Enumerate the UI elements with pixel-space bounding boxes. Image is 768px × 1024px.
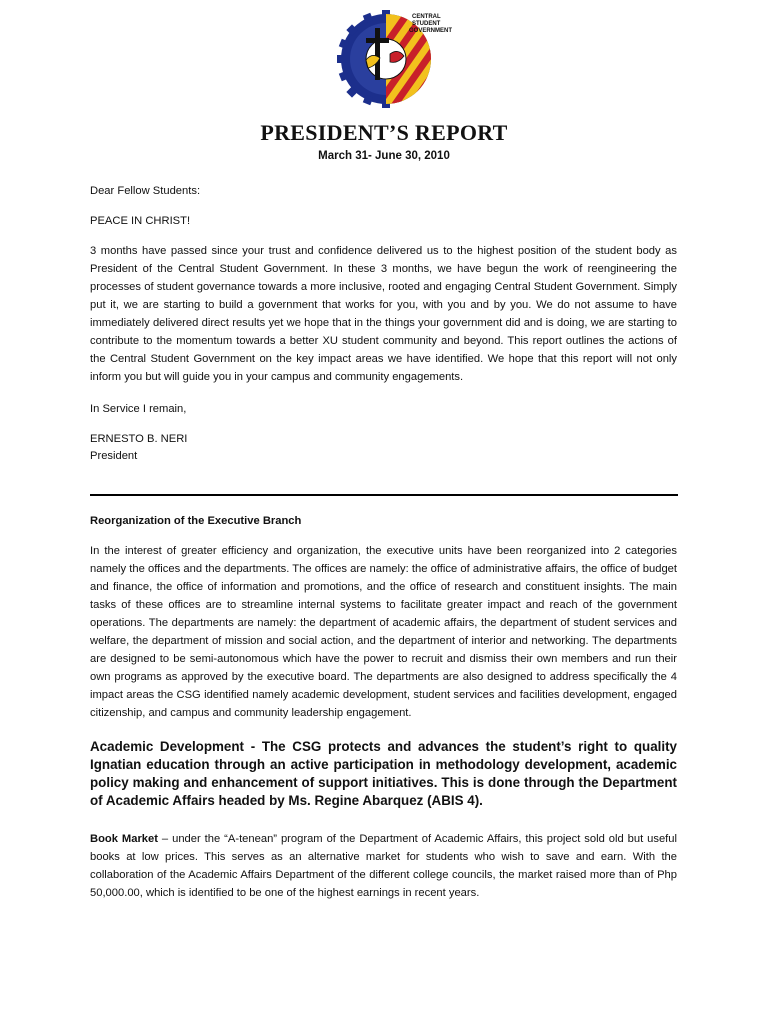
signatory-name: ERNESTO B. NERI [90, 433, 188, 445]
greeting: PEACE IN CHRIST! [90, 215, 191, 227]
closing: In Service I remain, [90, 403, 187, 415]
svg-text:GOVERNMENT: GOVERNMENT [409, 28, 453, 34]
section-divider [90, 494, 678, 496]
reorg-heading: Reorganization of the Executive Branch [90, 515, 302, 527]
book-market-paragraph [90, 830, 677, 902]
report-date-range: March 31- June 30, 2010 [318, 150, 450, 162]
book-market-label: Book Market [90, 833, 158, 845]
reorg-body: In the interest of greater efficiency and organization, the executive units have been reorganized into 2 categories namely the offices and the departments. The offices are namely: the office of administrative affairs, the office of budget and finance, the office of information and promotions, and the office of research and constituent insights. The main tasks of these offices are to streamline internal systems to facilitate greater impact and reach of the government operations. The departments are namely: the department of academic affairs, the department of student services and welfare, the department of mission and social action, and the department of interior and networking. The departments are designed to be semi-autonomous which have the power to recruit and dismiss their own members and run their own programs as approved by the executive board. The departments are also designed to address specifically the 4 impact areas the CSG identified namely academic development, student services and facilities development, engaged citizenship, and campus and community leadership engagement. [90, 545, 677, 719]
signatory-title: President [90, 450, 138, 462]
book-market-text: – under the “A-tenean” program of the Department of Academic Affairs, this project sold old but useful books at low prices. This serves as an alternative market for students who wish to save and earn. With the collaboration of the Academic Affairs Department of the different college councils, the market raised more than of Php 50,000.00, which is identified to be one of the highest earnings in recent years. [90, 833, 677, 899]
logo-text: CENTRAL [412, 14, 441, 20]
csg-emblem-icon [326, 8, 453, 110]
csg-logo [326, 8, 453, 110]
page-title: PRESIDENT’S REPORT [260, 120, 508, 145]
svg-text:STUDENT: STUDENT [412, 21, 441, 27]
salutation: Dear Fellow Students: [90, 185, 201, 197]
academic-development-paragraph: Academic Development - The CSG protects and advances the student’s right to quality Ignatian education through an active participation in methodology development, academic policy making and enhancement of support initiatives. This is done through the Department of Academic Affairs headed by Ms. Regine Abarquez (ABIS 4). [90, 739, 677, 808]
letter-body: 3 months have passed since your trust and confidence delivered us to the highest position of the student body as President of the Central Student Government. In these 3 months, we have begun the work of reengineering the processes of student governance towards a more inclusive, rooted and engaging Central Student Government. Simply put it, we are starting to build a government that works for you, with you and by you. We do not assume to have immediately delivered direct results yet we hope that in the things your government did and is doing, we are starting to contribute to the momentum towards a better XU student community and beyond. This report outlines the actions of the Central Student Government on the key impact areas we have identified. We hope that this report will not only inform you but will guide you in your campus and community engagements. [90, 245, 677, 383]
